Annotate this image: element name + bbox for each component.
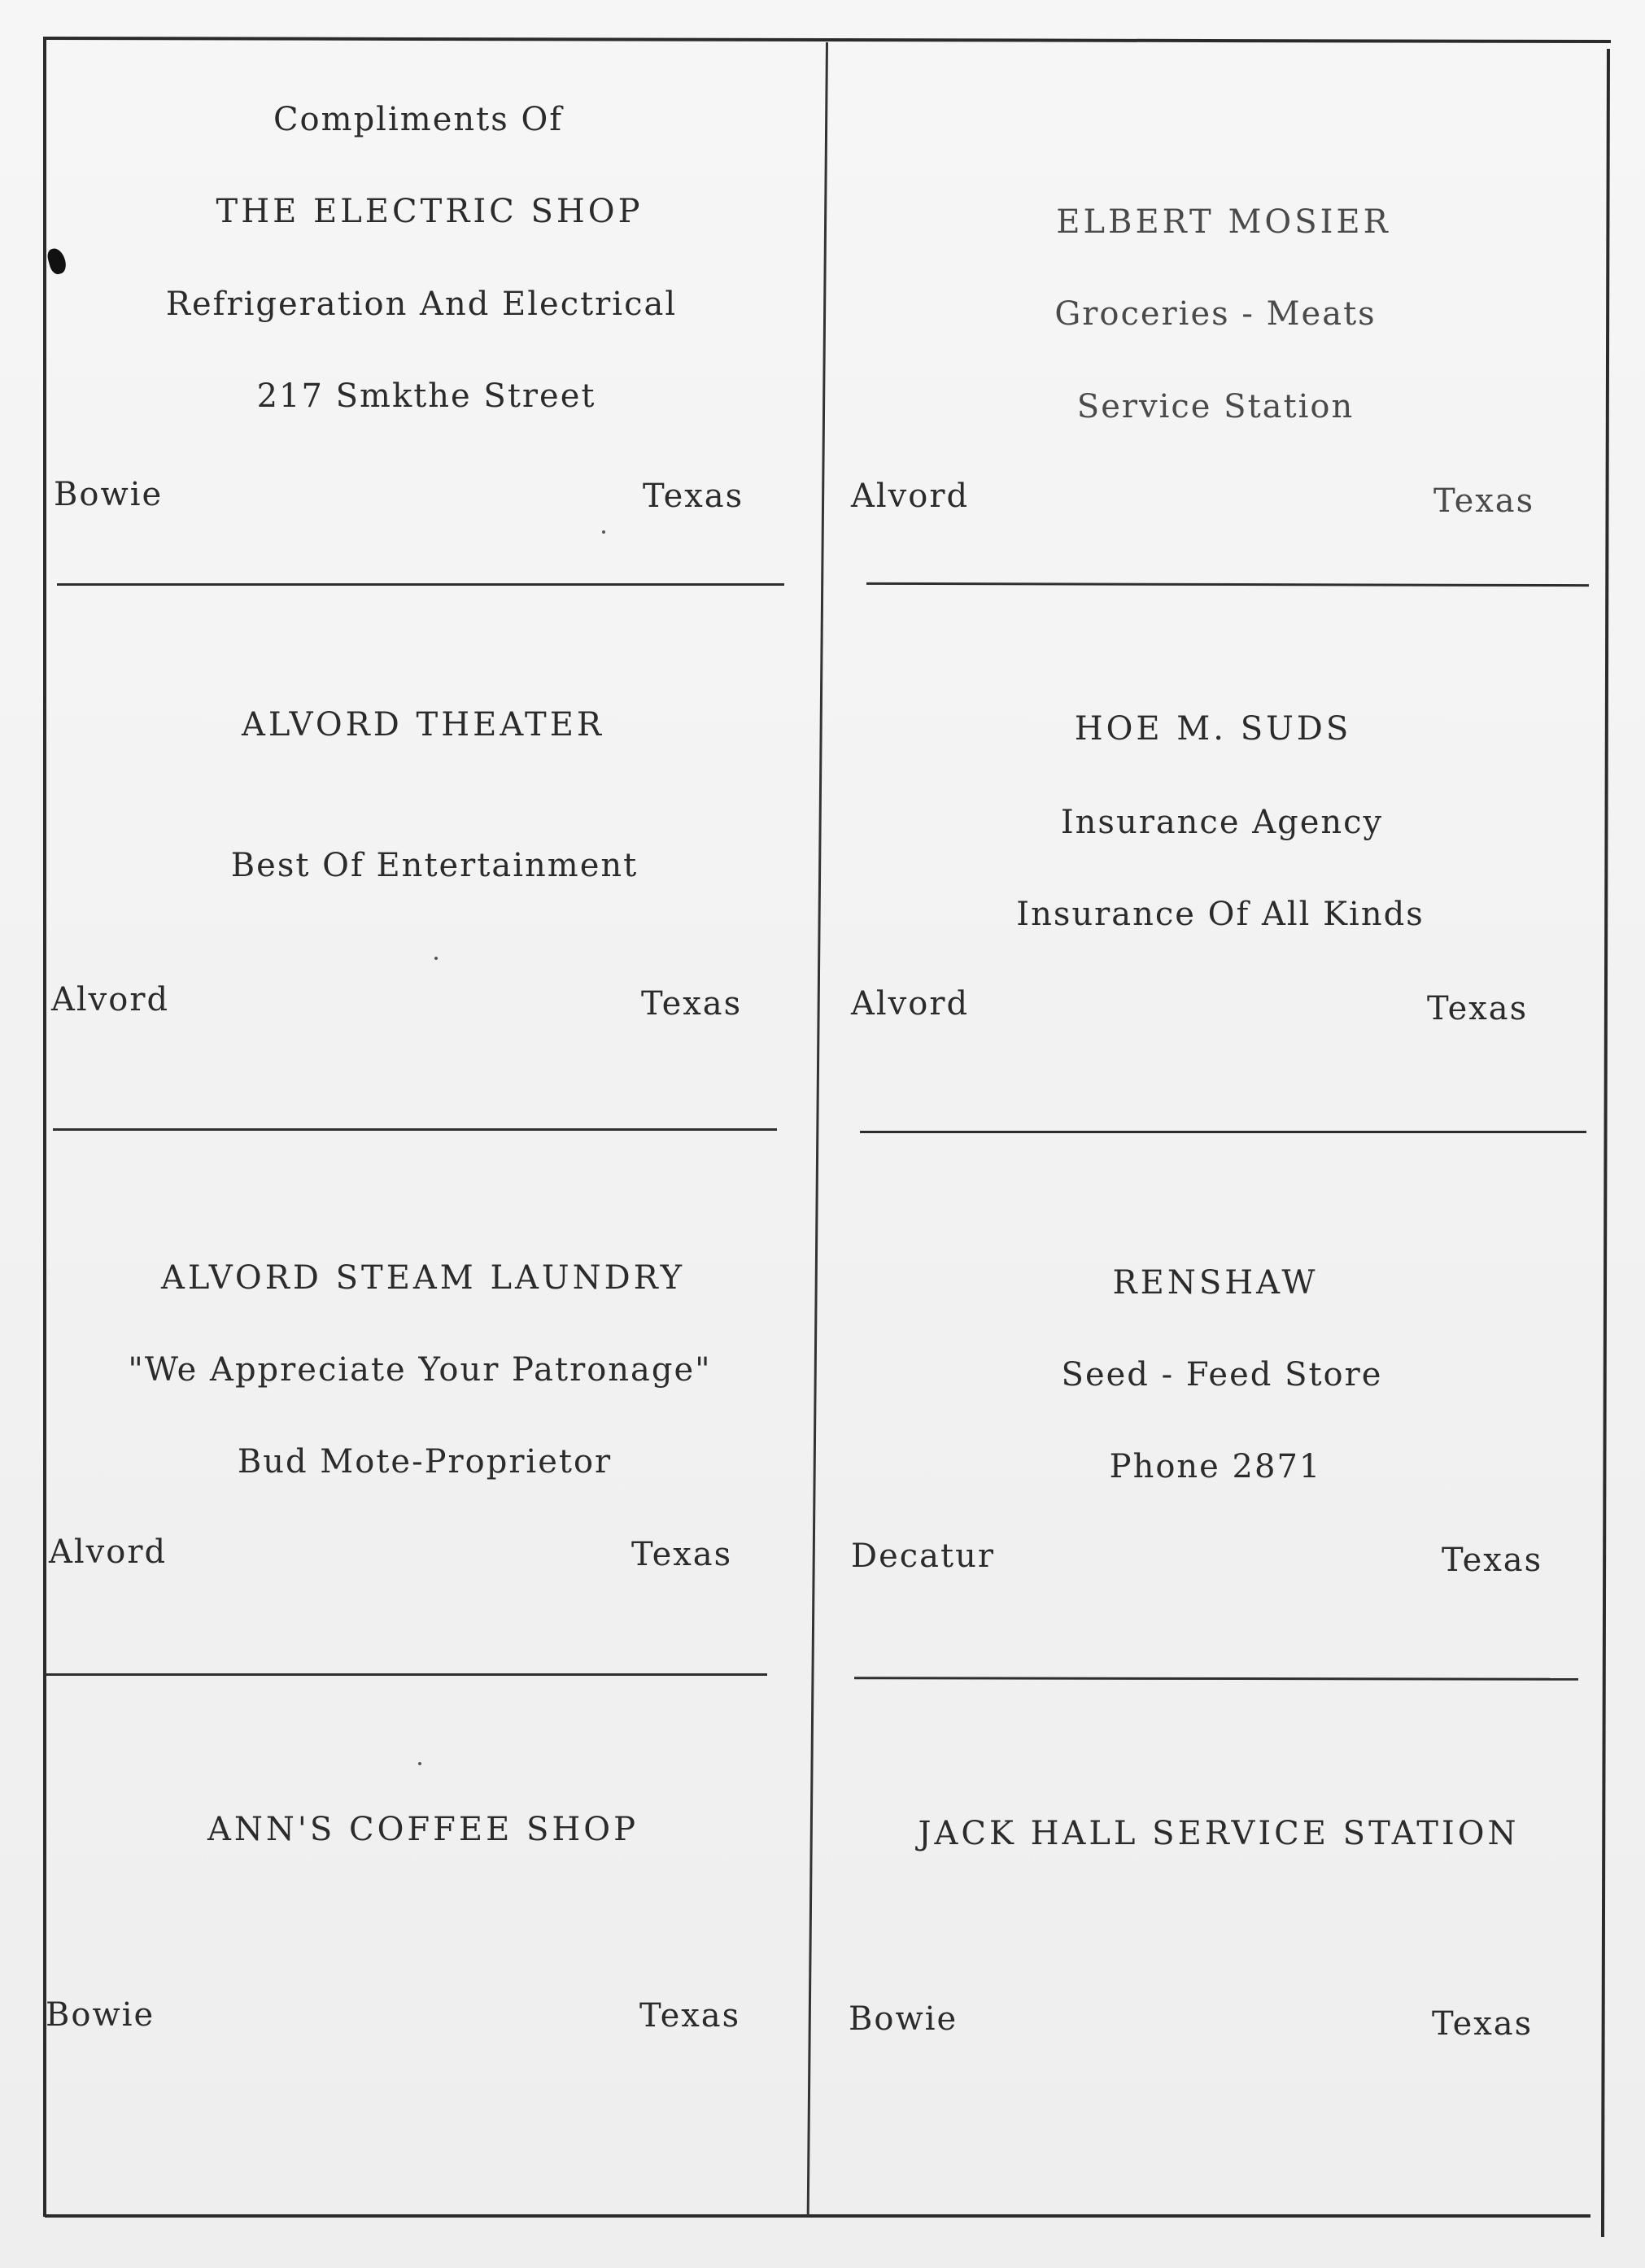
ad-business-name: ALVORD THEATER — [241, 706, 605, 744]
ad-city: Alvord — [51, 981, 170, 1018]
ad-line: Refrigeration And Electrical — [165, 286, 678, 323]
ad-city: Bowie — [54, 476, 164, 513]
ad-state: Texas — [631, 1536, 733, 1573]
ad-line: Insurance Of All Kinds — [1016, 896, 1425, 933]
ad-state: Texas — [643, 478, 744, 515]
ad-business-name: ANN'S COFFEE SHOP — [207, 1811, 639, 1848]
ad-city: Alvord — [851, 985, 970, 1023]
ink-speck — [602, 530, 605, 534]
ad-line: Best Of Entertainment — [230, 847, 639, 884]
ad-state: Texas — [639, 1997, 741, 2035]
ad-business-name: JACK HALL SERVICE STATION — [918, 1815, 1520, 1852]
separator-right-3 — [854, 1677, 1578, 1681]
ad-line: Phone 2871 — [1109, 1448, 1322, 1485]
frame-left-rule — [43, 37, 46, 2217]
column-divider — [807, 42, 828, 2216]
ad-business-name: RENSHAW — [1112, 1264, 1319, 1302]
ad-line: Groceries - Meats — [1054, 295, 1377, 333]
ad-business-name: ALVORD STEAM LAUNDRY — [161, 1259, 685, 1297]
separator-left-3 — [43, 1673, 767, 1676]
frame-right-rule — [1601, 49, 1610, 2237]
ad-business-name: HOE M. SUDS — [1074, 710, 1352, 748]
ad-line: 217 Smkthe Street — [256, 377, 596, 415]
separator-left-2 — [53, 1128, 777, 1131]
ad-city: Bowie — [46, 1996, 155, 2034]
ad-line: Bud Mote-Proprietor — [237, 1443, 613, 1481]
ad-city: Alvord — [49, 1533, 168, 1571]
separator-left-1 — [57, 583, 784, 586]
ad-state: Texas — [1427, 990, 1529, 1027]
separator-right-1 — [866, 582, 1589, 587]
ink-speck — [434, 957, 438, 960]
ad-state: Texas — [1433, 482, 1535, 520]
ad-state: Texas — [1432, 2005, 1534, 2043]
ad-business-name: THE ELECTRIC SHOP — [216, 193, 644, 230]
ad-city: Alvord — [851, 478, 970, 515]
ad-state: Texas — [641, 985, 743, 1023]
frame-bottom-rule — [45, 2214, 1590, 2218]
ad-line: Compliments Of — [273, 101, 564, 138]
ad-line: "We Appreciate Your Patronage" — [128, 1351, 712, 1389]
ad-line: Insurance Agency — [1060, 804, 1384, 841]
separator-right-2 — [860, 1131, 1586, 1133]
ad-state: Texas — [1442, 1542, 1543, 1579]
ad-city: Decatur — [851, 1537, 995, 1575]
ad-business-name: ELBERT MOSIER — [1056, 203, 1391, 241]
ad-line: Service Station — [1076, 388, 1355, 425]
ad-city: Bowie — [849, 2000, 958, 2038]
ad-line: Seed - Feed Store — [1061, 1356, 1383, 1394]
ink-speck — [418, 1762, 421, 1765]
ink-smudge — [46, 246, 68, 276]
